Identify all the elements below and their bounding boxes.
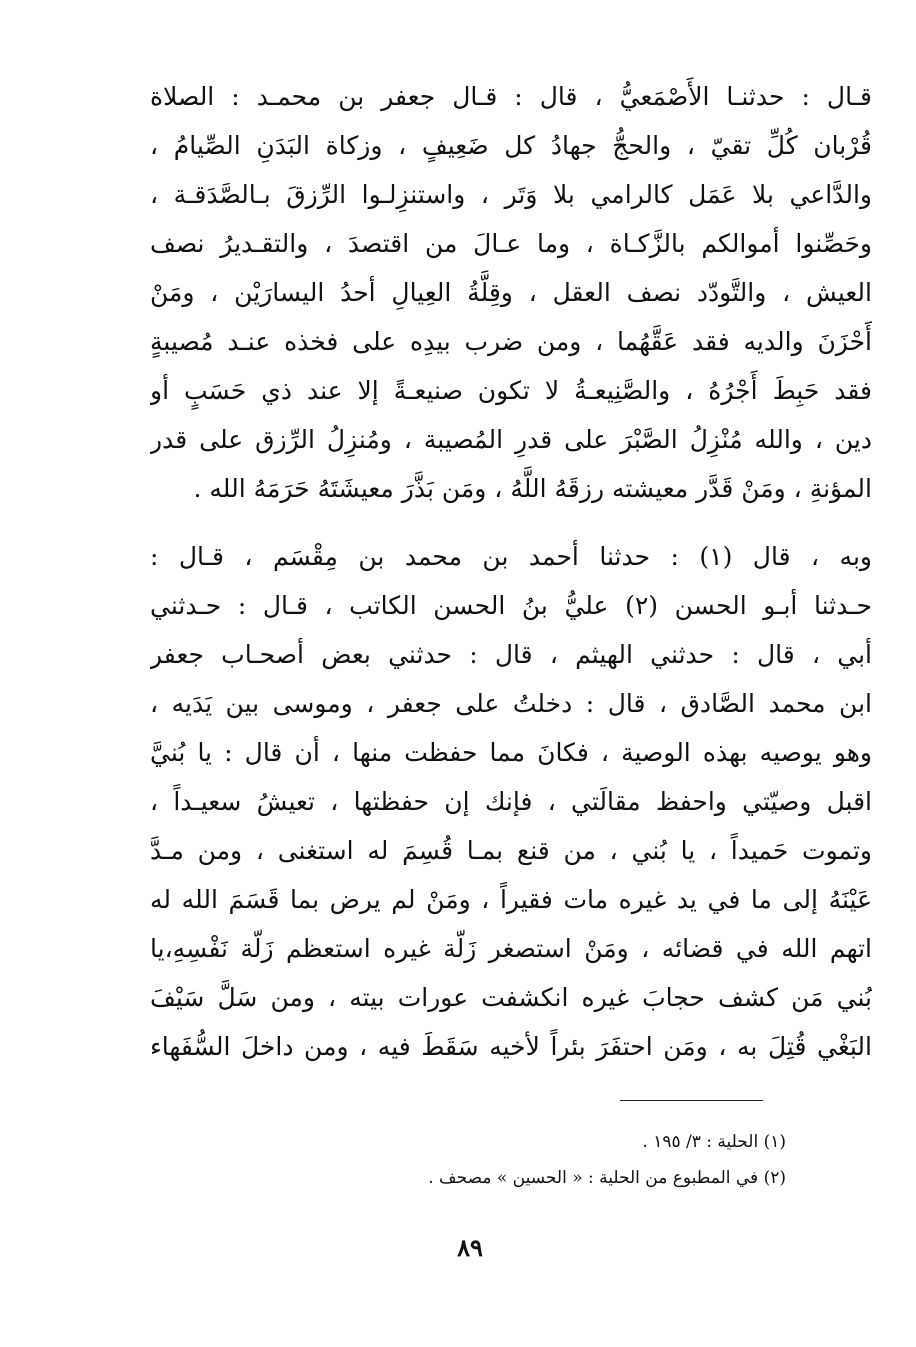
text-line: قـال : حدثنـا الأَصْمَعيُّ ، قال : قـال جعفر بن محمـد : الصلاة bbox=[150, 82, 872, 111]
footnote-divider bbox=[620, 1100, 763, 1101]
text-line: ابن محمد الصَّادق ، قال : دخلتُ على جعفر ، وموسى بين يَدَيه ، bbox=[150, 689, 872, 718]
footnote-1: (١) الحلية : ٣/ ١٩٥ . bbox=[642, 1132, 786, 1152]
paragraph-1 bbox=[150, 72, 872, 513]
footnotes bbox=[300, 1124, 786, 1196]
text-line: أَحْزَنَ والديه فقد عَقَّهُما ، ومن ضرب بيدِه على فخذه عنـد مُصيبةٍ bbox=[150, 327, 872, 356]
text-line: قُرْبان كُلِّ تقيّ ، والحجُّ جهادُ كل ضَعِيفٍ ، وزكاة البَدَنِ الصِّيامُ ، bbox=[150, 131, 872, 160]
text-line: فقد حَبِطَ أَجْرُهُ ، والصَّنِيعـةُ لا تكون صنيعـةً إلا عند ذي حَسَبٍ أو bbox=[150, 376, 872, 405]
text-line: المؤنةِ ، ومَنْ قَدَّر معيشته رزقَهُ اللَّهُ ، ومَن بَذَّرَ معيشَتَهُ حَرَمَهُ الله . bbox=[193, 474, 872, 503]
text-line: وحَصِّنوا أموالكم بالزَّكـاة ، وما عـالَ من اقتصدَ ، والتقـديرُ نصف bbox=[150, 229, 872, 258]
text-line: بُني مَن كشف حجابَ غيره انكشفت عورات بيته ، ومن سَلَّ سَيْفَ bbox=[150, 983, 872, 1012]
text-line: دين ، والله مُنْزِلُ الصَّبْرَ على قدرِ المُصيبة ، ومُنزِلُ الرِّزق على قدر bbox=[150, 425, 872, 454]
text-line: أبي ، قال : حدثني الهيثم ، قال : حدثني بعض أصحـاب جعفر bbox=[150, 640, 872, 669]
text-line: والدَّاعي بلا عَمَل كالرامي بلا وَتَر ، واستنزِلـوا الرِّزقَ بـالصَّدَقـة ، bbox=[150, 180, 872, 209]
text-line: عَيْنَهُ إلى ما في يد غيره مات فقيراً ، ومَنْ لم يرض بما قَسَمَ الله له bbox=[150, 885, 872, 914]
footnote-2: (٢) في المطبوع من الحلية : « الحسين » مصحف . bbox=[428, 1168, 786, 1188]
paragraph-2 bbox=[150, 532, 872, 1071]
text-line: وتموت حَميداً ، يا بُني ، من قنع بمـا قُسِمَ له استغنى ، ومن مـدَّ bbox=[150, 836, 872, 865]
text-line: البَغْي قُتِلَ به ، ومَن احتفَرَ بئراً لأخيه سَقَطَ فيه ، ومن داخلَ السُّفَهاء bbox=[150, 1032, 872, 1061]
page-number: ٨٩ bbox=[457, 1233, 483, 1262]
text-line: العيش ، والتَّودّد نصف العقل ، وقِلَّةُ العِيالِ أحدُ اليسارَيْن ، ومَنْ bbox=[150, 278, 872, 307]
text-line: وهو يوصيه بهذه الوصية ، فكانَ مما حفظت منها ، أن قال : يا بُنيَّ bbox=[150, 738, 872, 767]
text-line: اتهم الله في قضائه ، ومَنْ استصغر زَلّة غيره استعظم زَلّة نَفْسِهِ،يا bbox=[150, 934, 872, 963]
text-line: اقبل وصيّتي واحفظ مقالَتي ، فإنك إن حفظتها ، تعيشُ سعيـداً ، bbox=[150, 787, 872, 816]
text-line: وبه ، قال (١) : حدثنا أحمد بن محمد بن مِقْسَم ، قـال : bbox=[150, 542, 872, 571]
text-line: حـدثنا أبـو الحسن (٢) عليُّ بنُ الحسن الكاتب ، قـال : حـدثني bbox=[150, 591, 872, 620]
